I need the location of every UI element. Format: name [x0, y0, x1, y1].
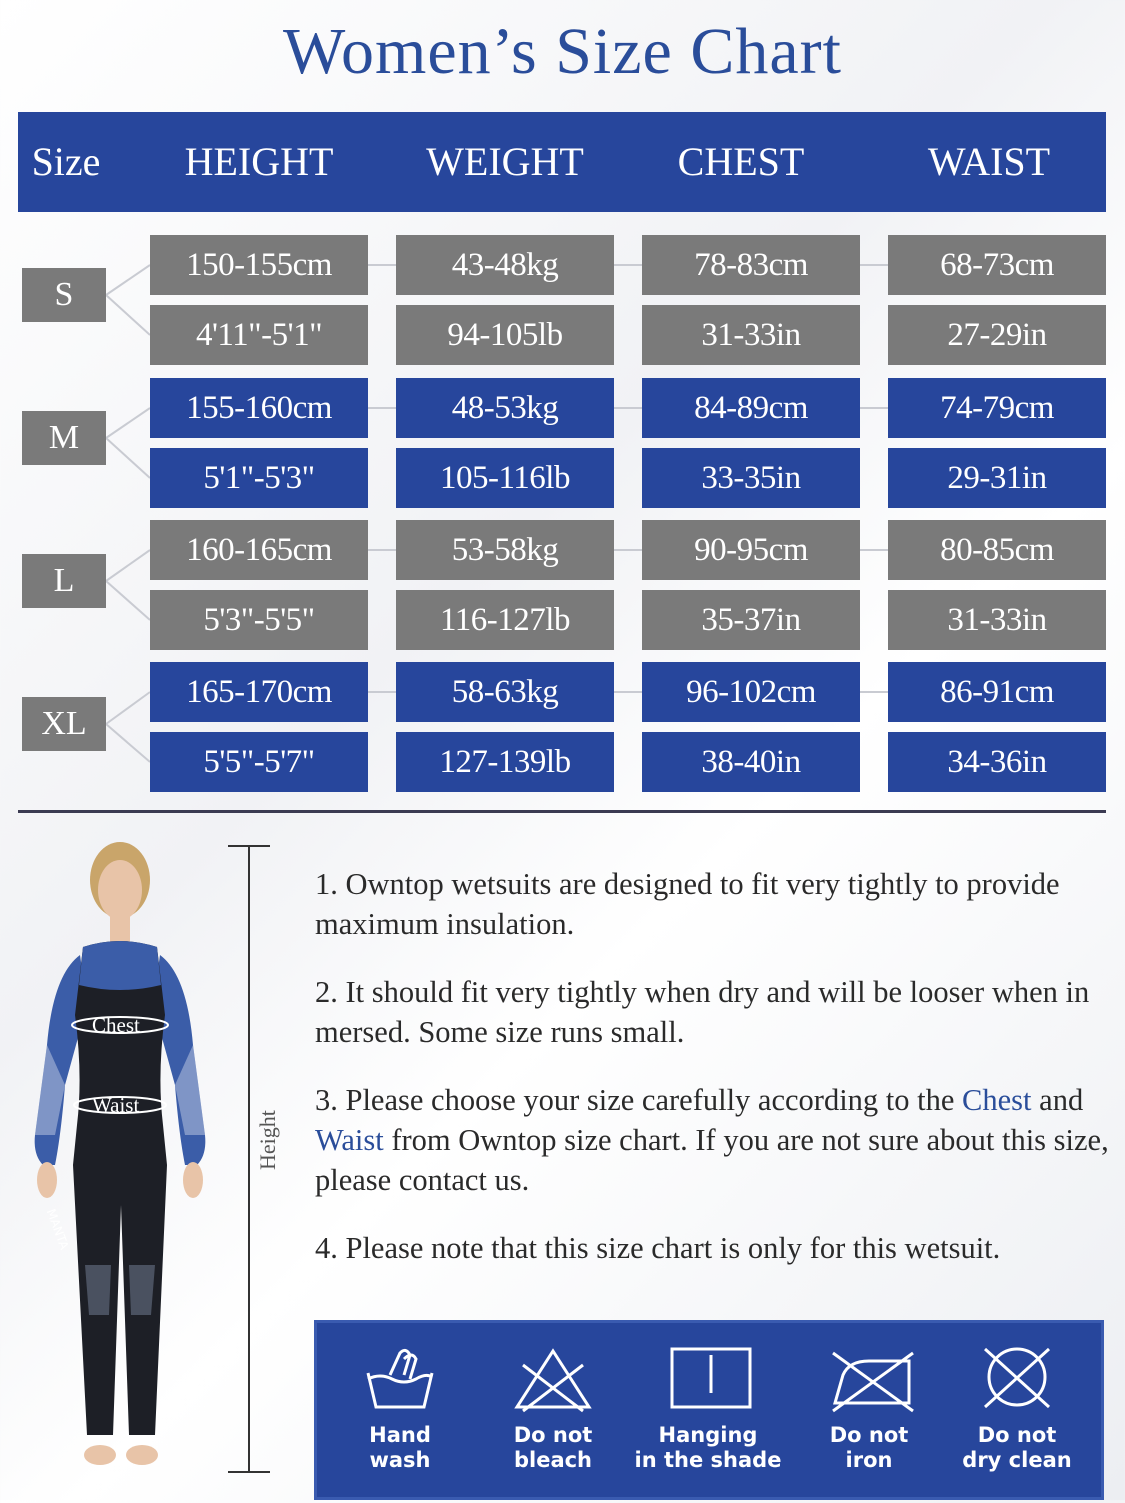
- chest-label: Chest: [92, 1013, 140, 1037]
- cell-l-weight-lb: 116-127lb: [396, 590, 614, 650]
- header-chest: CHEST: [677, 139, 805, 184]
- cell-s-chest-in: 31-33in: [642, 305, 860, 365]
- cell-xl-chest-cm: 96-102cm: [642, 662, 860, 722]
- header-size: Size: [31, 139, 101, 184]
- section-divider: [18, 810, 1106, 813]
- cell-l-weight-kg: 53-58kg: [396, 520, 614, 580]
- cell-xl-height-cm: 165-170cm: [150, 662, 368, 722]
- no-dry-clean-icon: [977, 1345, 1057, 1415]
- care-no-bleach: [478, 1323, 628, 1503]
- care-no-dry-clean: [942, 1323, 1092, 1503]
- note-3-and: and: [1031, 1083, 1084, 1117]
- cell-s-waist-in: 27-29in: [888, 305, 1106, 365]
- header-height: HEIGHT: [184, 139, 334, 184]
- care-label-hand-wash: Hand wash: [369, 1423, 431, 1472]
- waist-label: Waist: [92, 1093, 140, 1117]
- cell-s-weight-lb: 94-105lb: [396, 305, 614, 365]
- fit-notes: [315, 864, 1115, 1296]
- cell-m-height-ft: 5'1"-5'3": [150, 448, 368, 508]
- cell-m-height-cm: 155-160cm: [150, 378, 368, 438]
- cell-s-weight-kg: 43-48kg: [396, 235, 614, 295]
- cell-m-weight-kg: 48-53kg: [396, 378, 614, 438]
- wetsuit-model-figure: [25, 835, 215, 1485]
- care-label-hang-shade: Hanging in the shade: [634, 1423, 782, 1472]
- cell-l-height-cm: 160-165cm: [150, 520, 368, 580]
- size-label-s: S: [22, 268, 106, 322]
- cell-s-height-ft: 4'11"-5'1": [150, 305, 368, 365]
- header-waist: WAIST: [927, 139, 1051, 184]
- care-hand-wash: [325, 1323, 475, 1503]
- cell-xl-waist-cm: 86-91cm: [888, 662, 1106, 722]
- cell-m-weight-lb: 105-116lb: [396, 448, 614, 508]
- cell-m-waist-in: 29-31in: [888, 448, 1106, 508]
- no-bleach-icon: [513, 1345, 593, 1415]
- care-label-no-dry-clean: Do not dry clean: [962, 1423, 1072, 1472]
- header-weight: WEIGHT: [426, 139, 584, 184]
- care-label-no-iron: Do not iron: [829, 1423, 909, 1472]
- size-label-xl: XL: [22, 697, 106, 751]
- care-hang-shade: [633, 1323, 783, 1503]
- care-instructions: [314, 1320, 1104, 1500]
- cell-xl-waist-in: 34-36in: [888, 732, 1106, 792]
- note-3-text-b: from Owntop size chart. If you are not sure about this size, please contact us.: [315, 1123, 1109, 1197]
- size-label-m: M: [22, 411, 106, 465]
- note-3-waist: Waist: [315, 1123, 384, 1157]
- note-4: 4. Please note that this size chart is only for this wetsuit.: [315, 1231, 1001, 1265]
- note-3-chest: Chest: [962, 1083, 1032, 1117]
- brand-logo-text: MANTA: [43, 1207, 72, 1252]
- cell-s-height-cm: 150-155cm: [150, 235, 368, 295]
- cell-xl-chest-in: 38-40in: [642, 732, 860, 792]
- cell-l-height-ft: 5'3"-5'5": [150, 590, 368, 650]
- page-title: Women’s Size Chart: [283, 15, 842, 88]
- note-2: 2. It should fit very tightly when dry and will be looser when in mersed. Some size runs small.: [315, 975, 1090, 1049]
- note-3-text-a: 3. Please choose your size carefully according to the: [315, 1083, 963, 1117]
- cell-l-waist-in: 31-33in: [888, 590, 1106, 650]
- height-label: Height: [255, 1110, 280, 1170]
- care-label-no-bleach: Do not bleach: [513, 1423, 593, 1472]
- cell-m-chest-cm: 84-89cm: [642, 378, 860, 438]
- size-label-l: L: [22, 554, 106, 608]
- cell-l-chest-in: 35-37in: [642, 590, 860, 650]
- cell-m-chest-in: 33-35in: [642, 448, 860, 508]
- cell-m-waist-cm: 74-79cm: [888, 378, 1106, 438]
- cell-xl-height-ft: 5'5"-5'7": [150, 732, 368, 792]
- no-iron-icon: [829, 1345, 915, 1415]
- cell-xl-weight-kg: 58-63kg: [396, 662, 614, 722]
- cell-l-waist-cm: 80-85cm: [888, 520, 1106, 580]
- hand-wash-icon: [360, 1345, 440, 1415]
- cell-s-chest-cm: 78-83cm: [642, 235, 860, 295]
- cell-l-chest-cm: 90-95cm: [642, 520, 860, 580]
- cell-xl-weight-lb: 127-139lb: [396, 732, 614, 792]
- wetsuit-illustration: [25, 835, 215, 1485]
- note-3: [315, 1080, 1115, 1200]
- note-1: 1. Owntop wetsuits are designed to fit very tightly to provide maximum insulation.: [315, 867, 1060, 941]
- hang-shade-icon: [668, 1345, 754, 1415]
- cell-s-waist-cm: 68-73cm: [888, 235, 1106, 295]
- care-no-iron: [794, 1323, 944, 1503]
